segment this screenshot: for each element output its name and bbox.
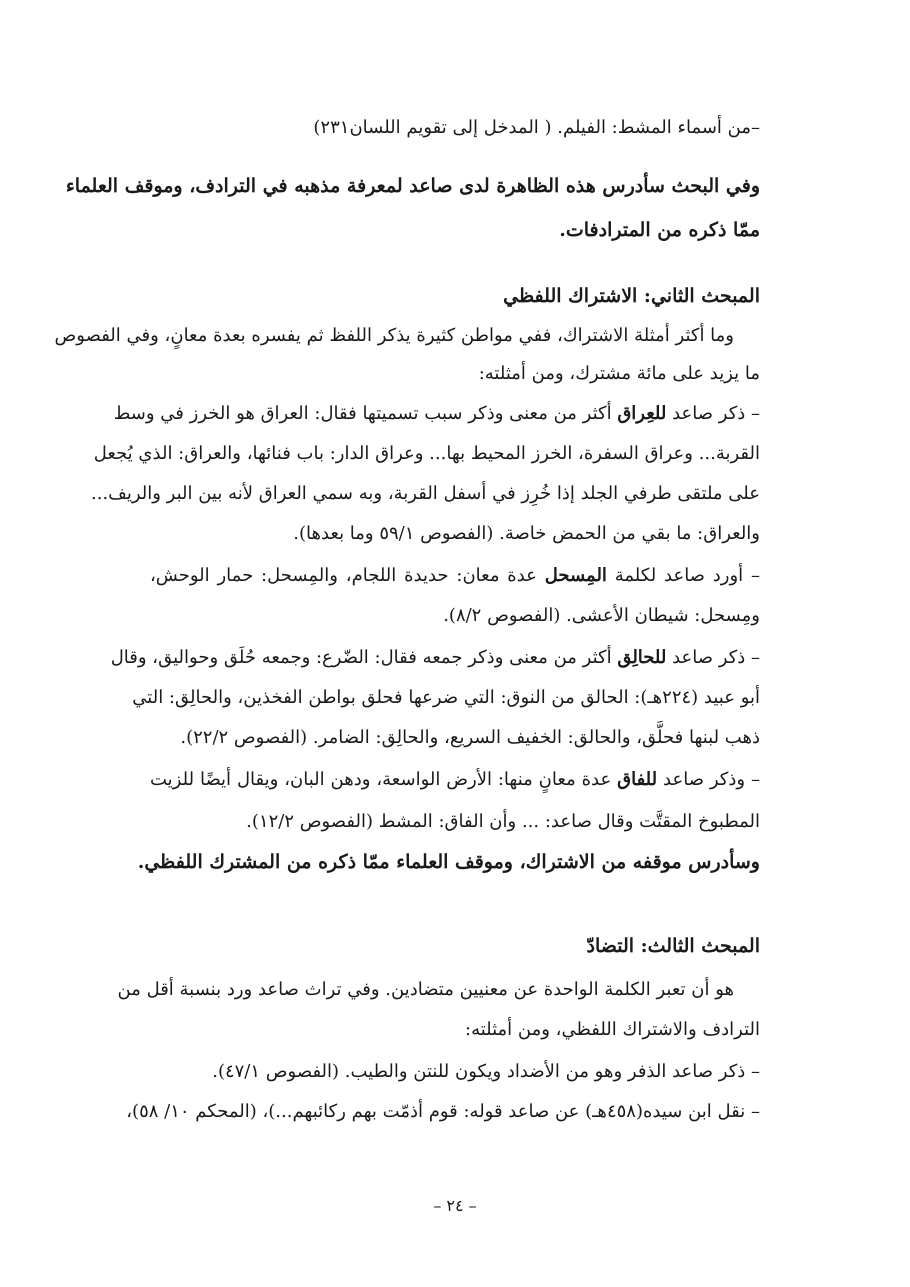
bold-term: للعِراق — [617, 403, 667, 424]
text-line — [150, 1058, 760, 1086]
text-line — [132, 684, 760, 712]
bold-term: وسأدرس موقفه من الاشتراك، وموقف العلماء ممّا ذكره من المشترك اللفظي. — [137, 851, 760, 873]
text-span: والعراق: ما بقي من الحمض خاصة. (الفصوص ٥٩/١ وما بعدها). — [293, 523, 760, 544]
text-line — [54, 322, 760, 350]
text-span: أكثر من معنى وذكر سبب تسميتها فقال: العراق هو الخرز في وسط — [113, 403, 618, 424]
text-line — [137, 848, 760, 876]
bold-term: للحالِق — [617, 647, 667, 668]
text-line — [126, 1098, 760, 1126]
text-span: – وذكر صاعد — [657, 769, 760, 790]
bold-term: المبحث الثاني: الاشتراك اللفظي — [503, 285, 760, 307]
text-line — [150, 520, 760, 548]
text-line — [150, 766, 760, 794]
bold-term: المِسحل — [544, 565, 607, 586]
bold-term: وفي البحث سأدرس هذه الظاهرة لدى صاعد لمعرفة مذهبه في الترادف، وموقف العلماء — [65, 175, 760, 197]
text-span: وما أكثر أمثلة الاشتراك، ففي مواطن كثيرة يذكر اللفظ ثم يفسره بعدة معانٍ، وفي الفصوص — [54, 325, 734, 346]
text-line — [113, 400, 760, 428]
text-span: – ذكر صاعد الذفر وهو من الأضداد ويكون للنتن والطيب. (الفصوص ٤٧/١). — [212, 1061, 760, 1082]
text-span: ما يزيد على مائة مشترك، ومن أمثلته: — [478, 363, 760, 384]
text-line — [150, 360, 760, 388]
text-span: – أورد صاعد لكلمة — [606, 565, 760, 586]
text-span: أكثر من معنى وذكر جمعه فقال: الضّرع: وجمعه حُلَق وحواليق، وقال — [110, 647, 618, 668]
text-line — [65, 172, 760, 200]
text-line — [150, 216, 760, 244]
text-span: الترادف والاشتراك اللفظي، ومن أمثلته: — [465, 1019, 760, 1040]
text-line — [150, 808, 760, 836]
text-span: القربة... وعراق السفرة، الخرز المحيط بها... وعراق الدار: باب فنائها، والعراق: الذي يُجعل — [93, 443, 760, 464]
text-span: ذهب لبنها فحلَّق، والحالق: الخفيف السريع، والحالِق: الضامر. (الفصوص ٢٢/٢). — [180, 727, 760, 748]
text-span: – ذكر صاعد — [666, 647, 760, 668]
text-span: المطبوخ المقتَّت وقال صاعد: ... وأن الفاق: المشط (الفصوص ١٢/٢). — [246, 811, 760, 832]
bold-term: المبحث الثالث: التضادّ — [586, 935, 760, 957]
page-number: – ٢٤ – — [433, 1196, 477, 1215]
text-line — [150, 282, 760, 310]
text-line — [110, 644, 760, 672]
text-span: –من أسماء المشط: الفيلم. ( المدخل إلى تقويم اللسان٢٣١) — [313, 117, 760, 138]
text-span: على ملتقى طرفي الجلد إذا خُرِز في أسفل القربة، وبه سمي العراق لأنه بين البر والريف... — [91, 483, 760, 504]
text-line — [150, 724, 760, 752]
text-span: ومِسحل: شيطان الأعشى. (الفصوص ٨/٢). — [443, 605, 760, 626]
text-line — [150, 1016, 760, 1044]
text-span: هو أن تعبر الكلمة الواحدة عن معنيين متضادين. وفي تراث صاعد ورد بنسبة أقل من — [117, 979, 734, 1000]
text-line — [150, 932, 760, 960]
text-line — [150, 114, 760, 142]
text-span: عدة معانٍ منها: الأرض الواسعة، ودهن البان، ويقال أيضًا للزيت — [150, 769, 618, 790]
bold-term: ممّا ذكره من المترادفات. — [559, 219, 760, 241]
bold-term: للفاق — [617, 769, 658, 790]
text-line — [91, 480, 760, 508]
text-span: أبو عبيد (٢٢٤هـ): الحالق من النوق: التي ضرعها فحلق بواطن الفخذين، والحالِق: التي — [132, 687, 760, 708]
text-span: – نقل ابن سيده(٤٥٨هـ) عن صاعد قوله: قوم أذمّت بهم ركائبهم...)، (المحكم ١٠/ ٥٨)، — [126, 1101, 760, 1122]
text-line — [117, 976, 760, 1004]
text-span: – ذكر صاعد — [666, 403, 760, 424]
text-line — [93, 440, 760, 468]
text-line — [150, 602, 760, 630]
text-line — [150, 562, 760, 590]
text-span: عدة معان: حديدة اللجام، والمِسحل: حمار الوحش، — [150, 565, 545, 586]
